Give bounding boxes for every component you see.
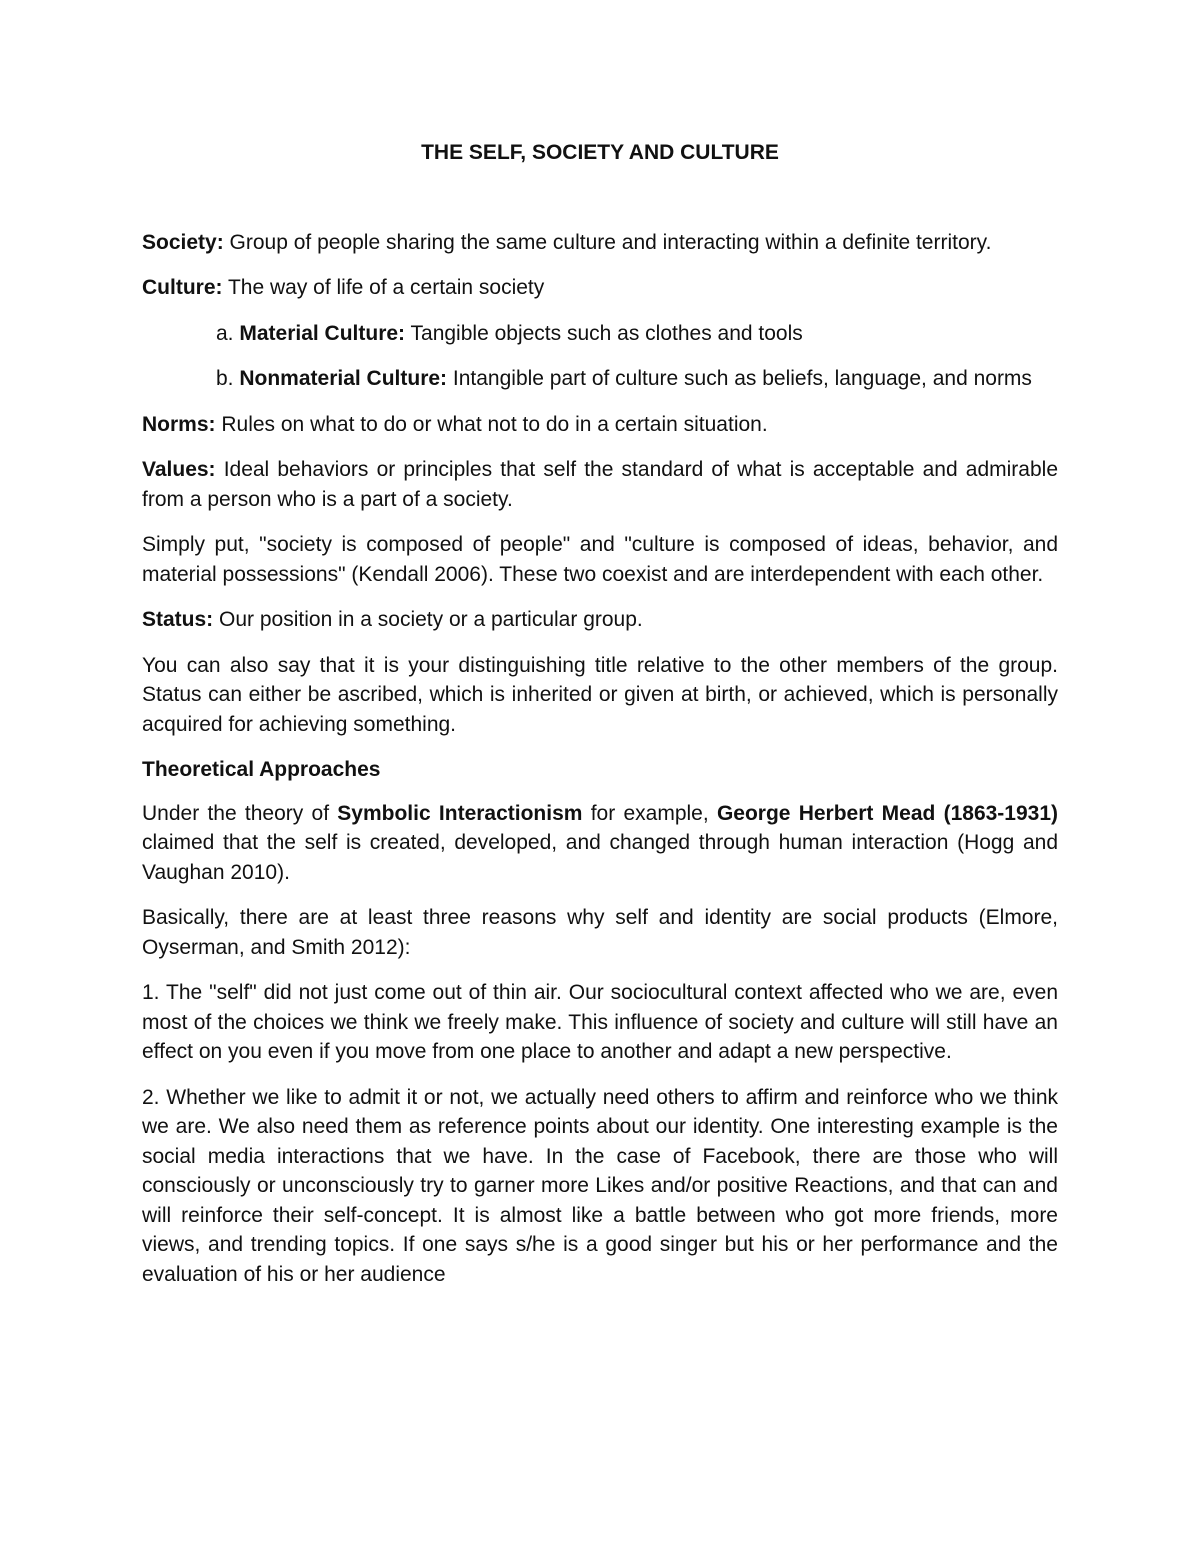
document-body (142, 138, 1058, 1305)
term-society: Society: (142, 230, 224, 254)
definition-nonmaterial-culture (142, 364, 1058, 394)
term-nonmaterial-culture: Nonmaterial Culture: (239, 367, 448, 390)
term-symbolic-interactionism: Symbolic Interactionism (337, 801, 583, 825)
term-norms: Norms: (142, 412, 216, 436)
definition-culture (142, 273, 1058, 303)
list-marker-a: a. (216, 321, 240, 345)
definition-society-text: Group of people sharing the same culture and interacting within a definite territory. (223, 230, 992, 254)
term-values: Values: (142, 458, 216, 481)
definition-norms-text: Rules on what to do or what not to do in a certain situation. (215, 412, 768, 436)
paragraph-three-reasons: Basically, there are at least three reasons why self and identity are social products (Elmore, Oyserman, and Smith 2012): (142, 906, 1058, 959)
paragraph-symbolic-interactionism (142, 799, 1058, 888)
section-heading-theoretical-approaches: Theoretical Approaches (142, 758, 381, 781)
text-run: Under the theory of (142, 801, 338, 825)
definition-material-culture (142, 319, 1058, 349)
term-culture: Culture: (142, 276, 223, 299)
definition-values (142, 455, 1058, 514)
text-run: for example, (582, 801, 717, 825)
term-george-herbert-mead: George Herbert Mead (1863-1931) (716, 801, 1059, 825)
definition-culture-text: The way of life of a certain society (222, 276, 545, 299)
definition-society (142, 228, 1058, 258)
definition-values-text: Ideal behaviors or principles that self the standard of what is acceptable and admirable from a person who is a part of a society. (142, 458, 1058, 511)
paragraph-reason-2: 2. Whether we like to admit it or not, we actually need others to affirm and reinforce who we think we are. We also need them as reference points about our identity. One interesting example is the social media interactions that we have. In the case of Facebook, there are those who will consciously or unconsciously try to garner more Likes and/or positive Reactions, and that can and will reinforce their self-concept. It is almost like a battle between who got more friends, more views, and trending topics. If one says s/he is a good singer but his or her performance and the evaluation of his or her audience (142, 1085, 1058, 1286)
definition-norms (142, 410, 1058, 440)
definition-status (142, 605, 1058, 635)
list-marker-b: b. (216, 367, 240, 390)
document-title: THE SELF, SOCIETY AND CULTURE (421, 141, 779, 164)
definition-nonmaterial-culture-text: Intangible part of culture such as beliefs, language, and norms (447, 367, 1032, 390)
term-status: Status: (142, 608, 214, 631)
definition-status-text: Our position in a society or a particular group. (213, 608, 643, 631)
definition-material-culture-text: Tangible objects such as clothes and tools (405, 321, 803, 345)
paragraph-status-explanation: You can also say that it is your distinguishing title relative to the other members of the group. Status can either be ascribed, which is inherited or given at birth, or achieved, which is personally acquired for achieving something. (142, 653, 1058, 736)
text-run: claimed that the self is created, developed, and changed through human interaction (Hogg and Vaughan 2010). (142, 831, 1058, 884)
paragraph-simply-put: Simply put, "society is composed of people" and "culture is composed of ideas, behavior, and material possessions" (Kendall 2006). These two coexist and are interdependent with each other. (142, 533, 1058, 586)
term-material-culture: Material Culture: (239, 321, 406, 345)
paragraph-reason-1: 1. The "self" did not just come out of thin air. Our sociocultural context affected who we are, even most of the choices we think we freely make. This influence of society and culture will still have an effect on you even if you move from one place to another and adapt a new perspective. (142, 981, 1058, 1063)
